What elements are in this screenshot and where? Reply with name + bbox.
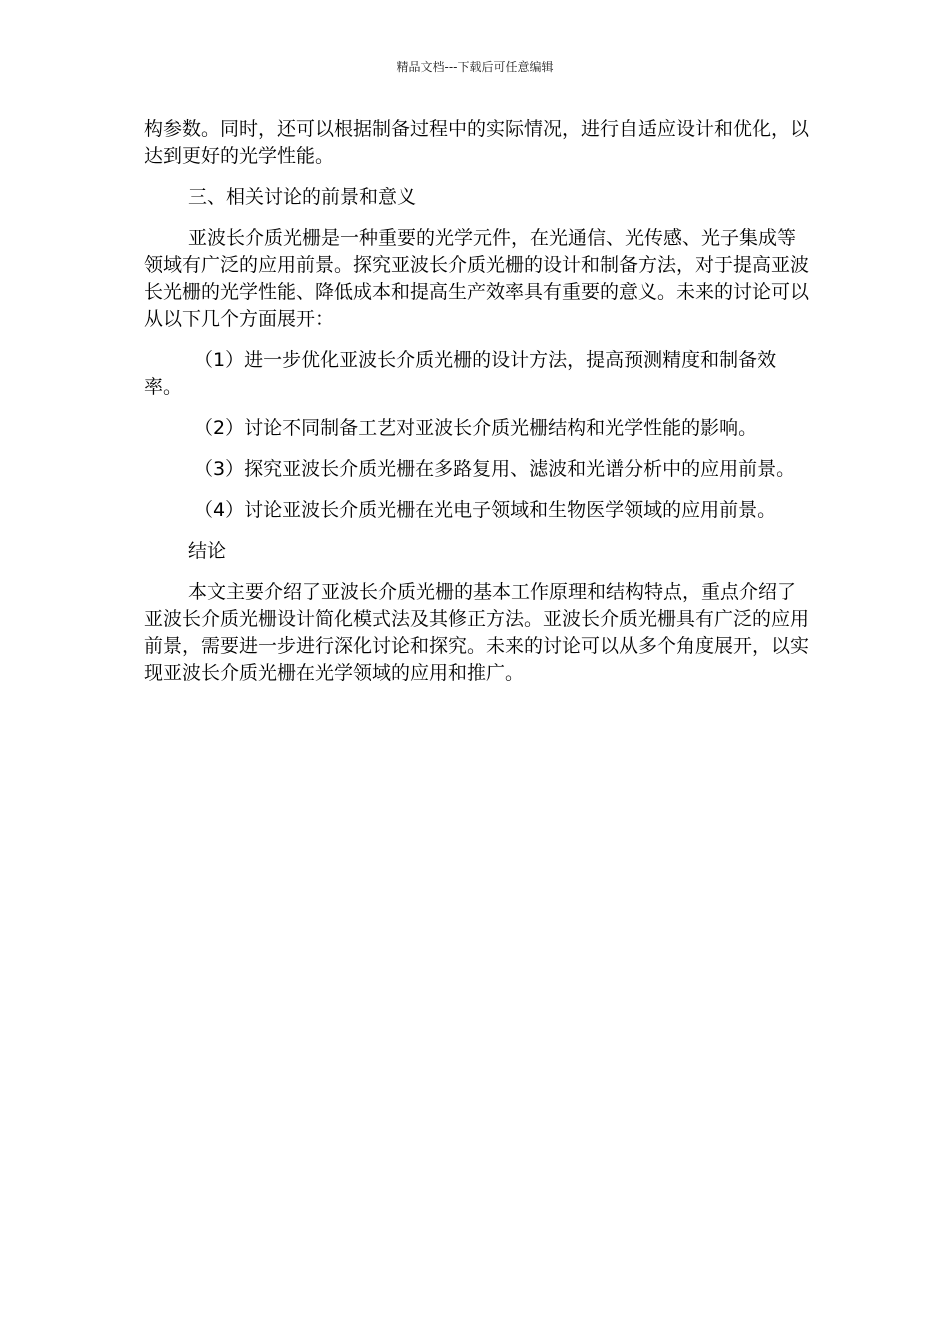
list-item-3: （3）探究亚波长介质光栅在多路复用、滤波和光谱分析中的应用前景。 — [194, 458, 796, 480]
section-heading-conclusion: 结论 — [188, 540, 227, 562]
list-item-4: （4）讨论亚波长介质光栅在光电子领域和生物医学领域的应用前景。 — [194, 499, 777, 521]
paragraph-continuation: 构参数。同时，还可以根据制备过程中的实际情况，进行自适应设计和优化，以达到更好的光学性能。 — [144, 118, 810, 167]
list-item-1: （1）进一步优化亚波长介质光栅的设计方法，提高预测精度和制备效率。 — [144, 349, 777, 398]
paragraph-conclusion: 本文主要介绍了亚波长介质光栅的基本工作原理和结构特点，重点介绍了亚波长介质光栅设计简化模式法及其修正方法。亚波长介质光栅具有广泛的应用前景，需要进一步进行深化讨论和探究。未来的讨论可以从多个角度展开，以实现亚波长介质光栅在光学领域的应用和推广。 — [144, 581, 810, 684]
paragraph-prospects: 亚波长介质光栅是一种重要的光学元件，在光通信、光传感、光子集成等领域有广泛的应用前景。探究亚波长介质光栅的设计和制备方法，对于提高亚波长光栅的光学性能、降低成本和提高生产效率具有重要的意义。未来的讨论可以从以下几个方面展开： — [144, 227, 810, 330]
section-heading-prospects: 三、相关讨论的前景和意义 — [188, 186, 417, 208]
document-body — [144, 116, 812, 701]
list-item-2: （2）讨论不同制备工艺对亚波长介质光栅结构和光学性能的影响。 — [194, 417, 758, 439]
page-header: 精品文档---下载后可任意编辑 — [396, 60, 554, 74]
